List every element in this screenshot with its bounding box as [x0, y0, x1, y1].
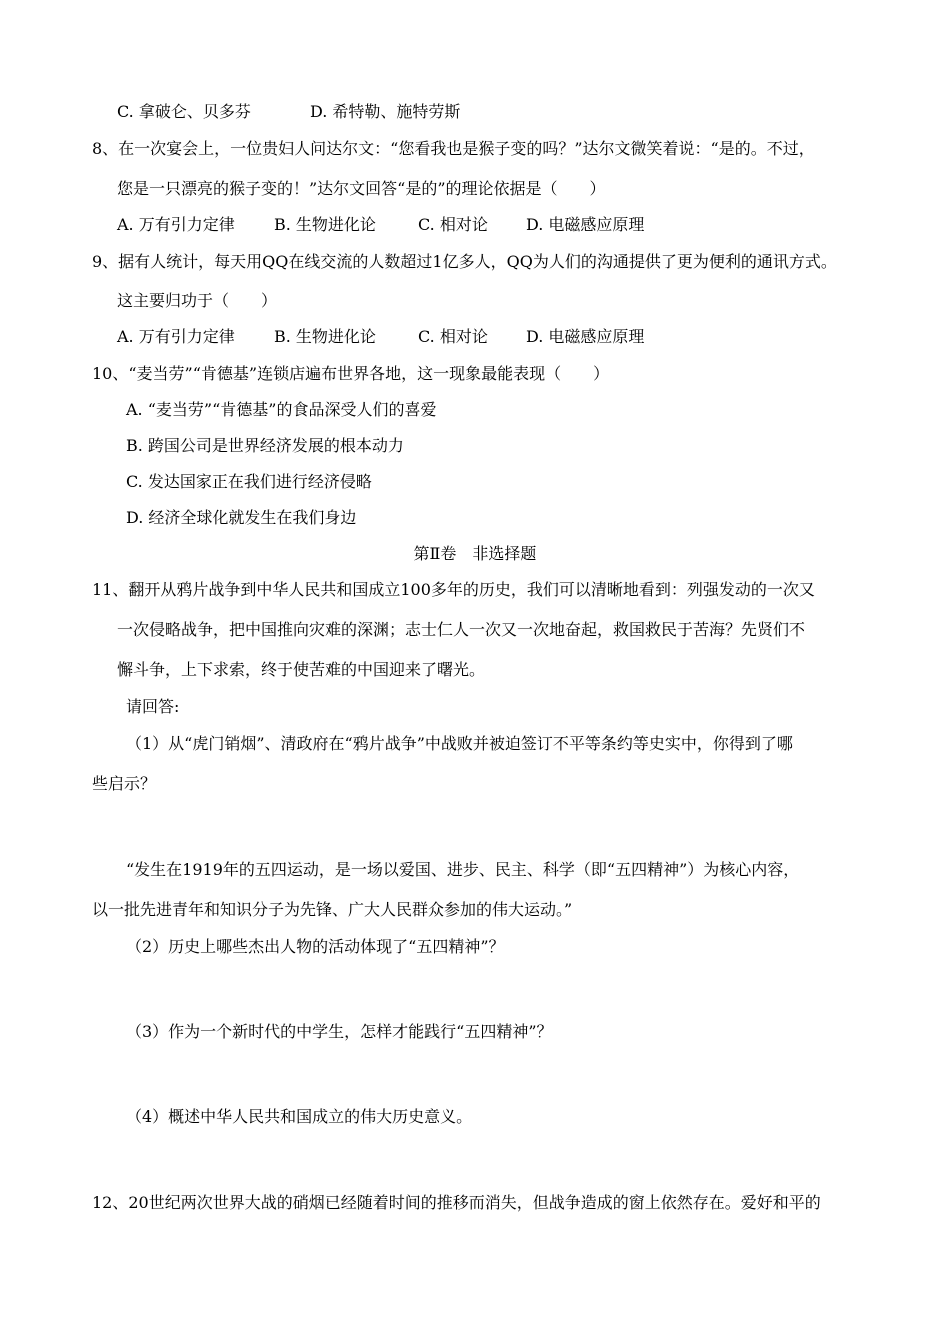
q8-option-a: A. 万有引力定律 [117, 215, 235, 234]
q7-option-d: D. 希特勒、施特劳斯 [310, 102, 461, 121]
q8-option-d: D. 电磁感应原理 [526, 215, 645, 234]
q11-sub4: （4）概述中华人民共和国成立的伟大历史意义。 [126, 1107, 473, 1126]
q11-sub1-line2: 些启示？ [92, 774, 157, 793]
q11-stem-line3: 懈斗争，上下求索，终于使苦难的中国迎来了曙光。 [117, 660, 486, 679]
q12-stem-line1: 12、20世纪两次世界大战的硝烟已经随着时间的推移而消失，但战争造成的窗上依然存在。爱好和平的 [92, 1193, 821, 1212]
q9-option-d: D. 电磁感应原理 [526, 327, 645, 346]
q11-stem-line1: 11、翻开从鸦片战争到中华人民共和国成立100多年的历史，我们可以清晰地看到：列强发动的一次又 [92, 580, 815, 599]
q10-option-c: C. 发达国家正在我们进行经济侵略 [126, 472, 372, 491]
q11-quote-line2: 以一批先进青年和知识分子为先锋、广大人民群众参加的伟大运动。” [92, 900, 573, 919]
section-2-title: 第Ⅱ卷 非选择题 [413, 544, 537, 563]
q11-quote-line1: “发生在1919年的五四运动，是一场以爱国、进步、民主、科学（即“五四精神”）为核心内容， [126, 860, 800, 879]
q9-stem-line2: 这主要归功于（ ） [117, 291, 278, 310]
q9-stem-line1: 9、据有人统计，每天用QQ在线交流的人数超过1亿多人，QQ为人们的沟通提供了更为便利的通讯方式。 [92, 252, 837, 271]
q7-option-c: C. 拿破仑、贝多芬 [117, 102, 251, 121]
q9-option-c: C. 相对论 [418, 327, 488, 346]
q8-option-b: B. 生物进化论 [274, 215, 376, 234]
q11-sub2: （2）历史上哪些杰出人物的活动体现了“五四精神”？ [126, 937, 505, 956]
q11-stem-line2: 一次侵略战争，把中国推向灾难的深渊；志士仁人一次又一次地奋起，救国救民于苦海？先贤们不 [117, 620, 806, 639]
q10-option-d: D. 经济全球化就发生在我们身边 [126, 508, 357, 527]
q10-option-b: B. 跨国公司是世界经济发展的根本动力 [126, 436, 404, 455]
q8-stem-line1: 8、在一次宴会上，一位贵妇人问达尔文：“您看我也是猴子变的吗？”达尔文微笑着说：“是的。不过， [92, 139, 815, 158]
q9-option-a: A. 万有引力定律 [117, 327, 235, 346]
q8-option-c: C. 相对论 [418, 215, 488, 234]
q10-stem: 10、“麦当劳”“肯德基”连锁店遍布世界各地，这一现象最能表现（ ） [92, 364, 610, 383]
q9-option-b: B. 生物进化论 [274, 327, 376, 346]
q11-sub1-line1: （1）从“虎门销烟”、清政府在“鸦片战争”中战败并被迫签订不平等条约等史实中，你得到了哪 [126, 734, 793, 753]
q10-option-a: A. “麦当劳”“肯德基”的食品深受人们的喜爱 [126, 400, 437, 419]
q8-stem-line2: 您是一只漂亮的猴子变的！”达尔文回答“是的”的理论依据是（ ） [117, 179, 606, 198]
q11-sub3: （3）作为一个新时代的中学生，怎样才能践行“五四精神”？ [126, 1022, 553, 1041]
q11-prompt: 请回答: [126, 697, 180, 716]
